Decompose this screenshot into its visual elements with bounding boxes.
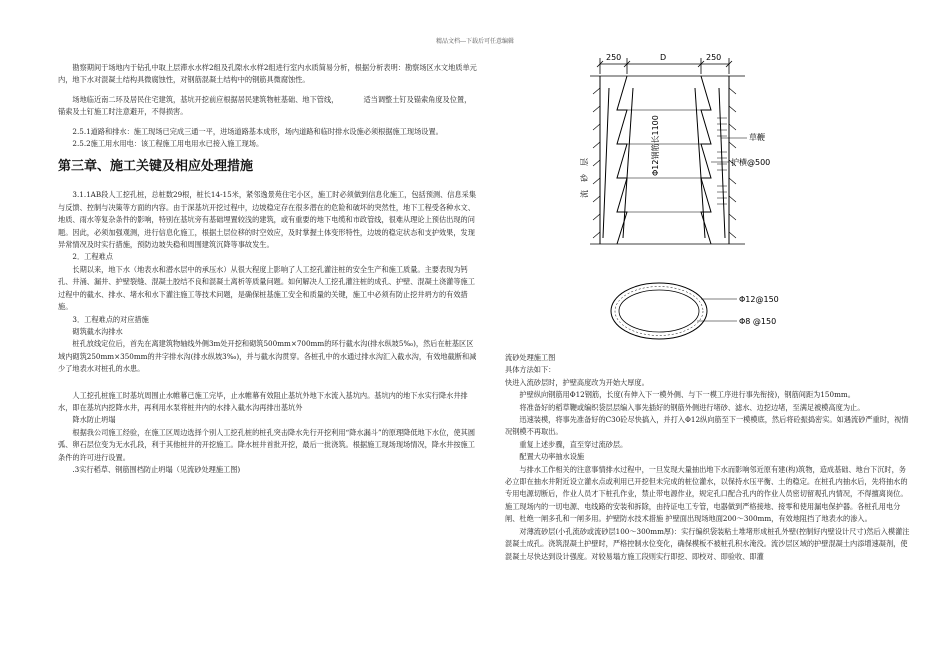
paragraph-thin-quicksand: 对薄流砂层(小孔流砂或流砂层100～300mm厚)：实行编织袋装粘土堆堵形成桩孔外壁(控制好内壁设计尺寸)然后入模灌注混凝土成孔。浇筑混凝土护壁时，严格控制水位变化，确保模板不被桩孔积水淹没。流沙层区域的护壁混凝土内添增速凝剂，使混凝土尽快达到设计强度。对较易塌方施工段则实行即挖、即校对、即验收、即灌 [505,526,910,561]
paragraph-water-analysis: 勘察期间于场地内于钻孔中取上层滞水水样2组及孔隙水水样2组进行室内水质简易分析，根据分析表明：勘察场区水文地质单元内，地下水对混凝土结构具微腐蚀性，对钢筋混凝土结构中的钢筋具微腐蚀性。 [58,63,477,85]
paragraph-dewatering: 人工挖孔桩施工时基坑周围止水帷幕已施工完毕，止水帷幕有效阻止基坑外地下水流入基坑内。基坑内的地下水实行降水井排水，即在基坑内挖降水井，再利用水泵将桩井内的水排入截水沟再排出基坑外 [58,390,468,412]
heading-ditch: 砌筑截水沟排水 [72,326,123,336]
heading-pump: 配置大功率抽水设施 [519,452,585,462]
heading-measures: 3．工程难点的对应措施 [72,314,149,324]
paragraph-ditch: 桩孔放线定位后，首先在离建筑物轴线外侧3m处开挖和砌筑500mm×700mm的环行截水沟(排水纵坡5‰)，然后在桩基区区域内砌筑250mm×350mm的井字排水沟(排水纵坡3‰)，并与截水沟贯穿。各桩孔中的水通过排水沟汇入截水沟，有效地截断和减少了地表水对桩孔的水患。 [58,339,477,374]
rebar-label: Φ12钢筋长1100 [651,115,660,176]
chapter-title: 第三章、施工关键及相应处理措施 [58,159,254,175]
pile-wall [600,76,729,244]
step-2: 护壁纵向钢筋用Φ12钢筋，长度(有伸入下一模外侧、与下一模工序进行事先衔接)，钢筋间距为150mm。 [519,390,855,400]
paragraph-water-power: 2.5.2施工用水用电：该工程施工用电用水已接入施工现场。 [72,139,264,149]
soil-hatching-left [593,88,600,238]
left-column [58,62,478,476]
step-4: 迅速装模，将事先准备好的C30砼尽快搞入，并打入Φ12纵向筋至下一模模底，然后将砼振捣密实。如遇流砂严重时，视情况钢模不再取出。 [505,415,909,437]
dim-left-label: 250 [606,53,622,62]
paragraph-groundwater: 长期以来，地下水（地表水和潜水层中的承压水）从很大程度上影响了人工挖孔灌注桩的安全生产和施工质量。主要表现为钙孔、井涌、漏井、护壁裂缝、混凝土胶结不良和混凝土离析等质量问题。如何解决人工挖孔灌注桩的成孔、护壁、混凝土浇灌等施工过程中的截水、排水、堵水和水下灌注施工等技术问题，是确保桩基施工安全和质量的关键，施工中必须有防止挖井坍方的有效措施。 [58,264,475,312]
liner-bands [627,110,701,212]
paragraph-drainage-safety: 与排水工作相关的注意事情排水过程中，一旦发现大量抽出地下水而影响邻近原有建(构)筑物，造成基础、地台下沉时，务必立即在抽水井附近设立灌水点或利用已开挖但未完成的桩位灌水，以保持水压平衡、土的稳定。在桩孔内抽水后，先将抽水的专用电源切断后，作业人员才下桩孔作业，禁止带电源作业，规定孔口配合孔内的作业人员密切留观孔内情况，不得擅离岗位。施工现场内的一切电源、电线路的安装和拆除，由持证电工专管，电器做到严格接地、接零和使用漏电保护器。各桩孔用电分闸、杜绝一闸多孔和一闸多用。护壁防水技术措施 护壁面出现场地面200～300mm，有效地阻挡了地表水的渗入。 [505,464,908,524]
method-heading: 具体方法如下： [505,365,556,375]
soil-label: 流 砂 层 [580,158,589,198]
paragraph-roads-drainage: 2.5.1道路和排水：施工现场已完成三通一平，进场道路基本成形，场内道路和临时排水设施必须根据施工现场设置。 [72,126,443,136]
heading-collapse: 降水防止坍塌 [72,415,116,425]
quicksand-treatment-diagram [505,48,795,353]
wall-label: 护横@500 [731,158,771,167]
ring-section [611,283,737,339]
heading-difficulties: 2．工程难点 [72,252,113,262]
paragraph-collapse: 根据我公司施工经验，在施工区周边选择个别人工挖孔桩的桩孔突击降水先行开挖利用“降水漏斗”的原理降低地下水位，使其圆弧、卵石层位变为无水孔段，利于其他桩井的开挖施工。降水桩井首批开挖，最后一批浇筑。根据施工现场现场情况，降水井按施工条件的许可进行设置。 [58,427,476,462]
paragraph-adjacent-buildings: 场地临近南二环及居民住宅建筑，基坑开挖前应根据居民建筑物桩基础、地下管线， 适当调整土钉及锚索角度及位置，锚索及土钉施工时注意避开，不得损害。 [58,94,472,117]
dim-mid-label: D [660,53,667,62]
step-3: 将准备好的稻草鞭或编织袋层层编入事先插好的钢筋外侧进行堵砂、滤水、边挖边堵，至满足被模高度为止。 [519,402,865,412]
straw-label: 草鞭 [749,133,765,142]
right-column [505,352,910,563]
ring-label-2: Φ8 @150 [739,317,777,326]
step-5: 重复上述步骤，直至穿过流砂层。 [519,439,628,449]
page-header: 精品文档---下载后可任意编辑 [435,38,515,45]
paragraph-pile-overview: 3.1.1AB段人工挖孔桩，总桩数29根，桩长14-15米，紧邻逸景苑住宅小区，施工时必须做到信息化施工，包括预测、信息采集与反馈、控制与决策等方面的内容。由于深基坑开挖过程中，边坡稳定存在很多潜在的危险和破坏的突然性，地下工程受各种水文、地质、雨水等复杂条件的影响，特别在基坑旁有基础埋置较浅的建筑，或有重要的地下电缆和市政管线，很难从理论上预估出现的问题。因此，必须加强观测，进行信息化施工，根据土层位移的时空效应，及时掌握土体变形特性，边坡的稳定状态和支护效果，发现异常情况及时实行措施，预防边坡失稳和周围建筑沉降等事故发生。 [58,190,477,250]
paragraph-straw: .3实行稻草、钢筋围档防止坍塌（见流砂处理施工图) [72,464,241,474]
figure-caption: 流砂处理施工图 [505,353,556,362]
dim-right-label: 250 [706,53,722,62]
step-1: 快进入流砂层时，护壁高度改为开始大厚度。 [505,377,649,387]
ring-label-1: Φ12@150 [739,295,779,304]
